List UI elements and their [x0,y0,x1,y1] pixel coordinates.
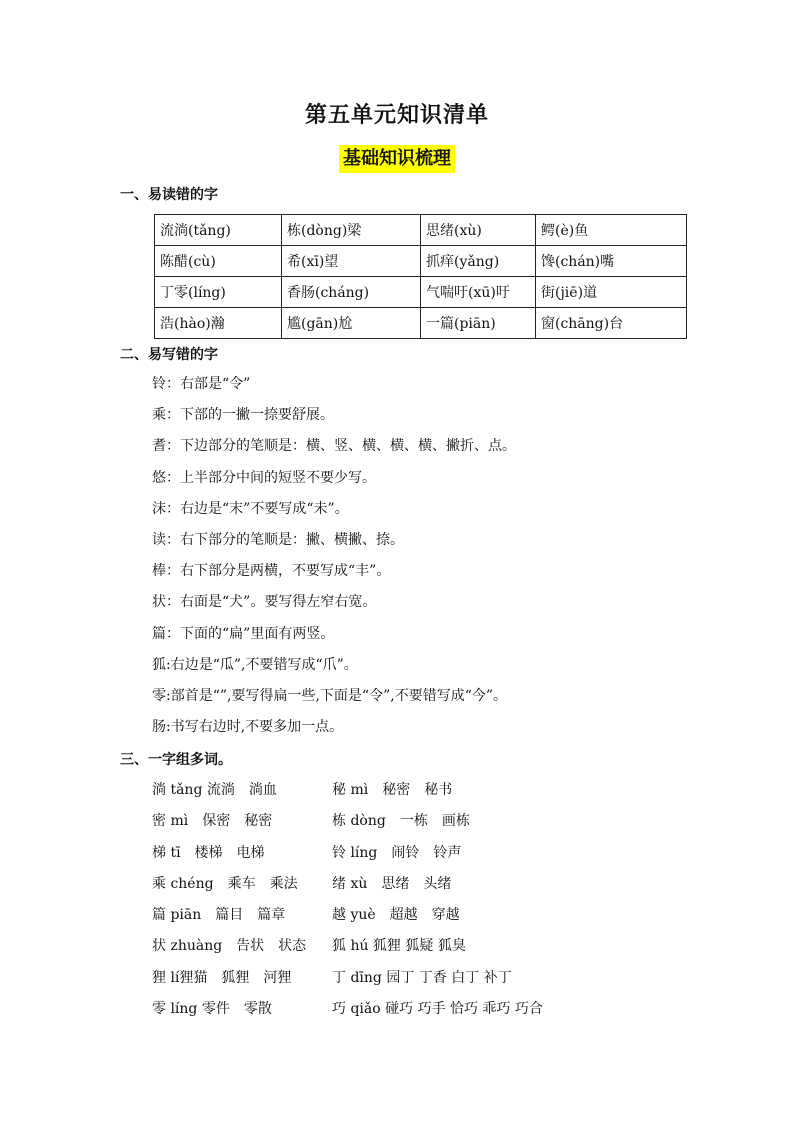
word-group: 篇 piān 篇目 篇章 [152,907,286,924]
list-item [152,905,652,936]
table-cell: 街(jiē)道 [536,277,687,308]
miswritten-chars-list [152,374,516,748]
word-group: 越 yuè 超越 穿越 [332,907,460,924]
word-group: 栋 dòng 一栋 画栋 [332,813,470,830]
word-group: 狸 lí狸猫 狐狸 河狸 [152,969,292,986]
table-cell: 抓痒(yǎng) [421,246,536,277]
subtitle-wrap [0,145,794,173]
list-item: 读：右下部分的笔顺是：撇、横撇、捺。 [152,531,404,548]
list-item: 沫：右边是“末”不要写成“未”。 [152,500,349,517]
table-row [155,215,687,246]
word-group: 铃 líng 闹铃 铃声 [332,844,462,861]
table-cell: 流淌(tǎng) [155,215,282,246]
misread-words-table [154,214,687,339]
word-group: 淌 tǎng 流淌 淌血 [152,782,277,798]
table-cell: 尴(gān)尬 [282,308,421,339]
table-cell: 浩(hào)瀚 [155,308,282,339]
word-group: 密 mì 保密 秘密 [152,813,273,830]
list-item: 状：右面是“犬”。要写得左窄右宽。 [152,594,377,611]
table-row [155,246,687,277]
word-group: 狐 hú 狐狸 狐疑 狐臭 [332,938,466,955]
section2-heading: 二、易写错的字 [120,347,218,363]
word-group: 丁 dīng 园丁 丁香 白丁 补丁 [332,969,512,986]
table-cell: 希(xī)望 [282,246,421,277]
list-item: 狐:右边是“瓜”,不要错写成“爪”。 [152,656,358,673]
list-item: 棒：右下部分是两横，不要写成“丰”。 [152,563,391,580]
list-item: 乘：下部的一撇一捺要舒展。 [152,407,334,424]
page-title: 第五单元知识清单 [304,102,489,128]
list-item: 肠:书写右边时,不要多加一点。 [152,719,344,736]
table-cell: 思绪(xù) [421,215,536,246]
list-item: 铃：右部是“令” [152,376,251,392]
table-row [155,308,687,339]
table-cell: 一篇(piān) [421,308,536,339]
list-item [152,780,652,811]
section3-heading: 三、一字组多词。 [120,752,232,768]
word-group: 状 zhuàng 告状 状态 [152,938,307,955]
table-row [155,277,687,308]
word-group: 巧 qiǎo 碰巧 巧手 恰巧 乖巧 巧合 [332,1001,543,1018]
section-subtitle: 基础知识梳理 [339,145,455,173]
table-cell: 鳄(è)鱼 [536,215,687,246]
word-groups-list [152,780,652,1030]
word-group: 绪 xù 思绪 头绪 [332,875,452,892]
table-cell: 窗(chāng)台 [536,308,687,339]
list-item: 篇：下面的“扁”里面有两竖。 [152,625,335,642]
list-item: 零:部首是“”,要写得扁一些,下面是“令”,不要错写成“今”。 [152,687,508,704]
table-cell: 丁零(líng) [155,277,282,308]
list-item [152,874,652,905]
table-cell: 栋(dòng)梁 [282,215,421,246]
list-item [152,968,652,999]
table-cell: 陈醋(cù) [155,246,282,277]
list-item [152,936,652,967]
section1-heading: 一、易读错的字 [120,187,218,203]
list-item [152,811,652,842]
table-cell: 香肠(cháng) [282,277,421,308]
word-group: 梯 tī 楼梯 电梯 [152,844,265,861]
list-item: 悠：上半部分中间的短竖不要少写。 [152,469,376,486]
word-group: 零 líng 零件 零散 [152,1001,272,1018]
list-item [152,843,652,874]
list-item: 耆：下边部分的笔顺是：横、竖、横、横、横、撇折、点。 [152,438,516,455]
table-cell: 馋(chán)嘴 [536,246,687,277]
word-group: 乘 chéng 乘车 乘法 [152,875,298,892]
table-cell: 气喘吁(xū)吁 [421,277,536,308]
word-group: 秘 mì 秘密 秘书 [332,782,453,798]
list-item [152,999,652,1030]
